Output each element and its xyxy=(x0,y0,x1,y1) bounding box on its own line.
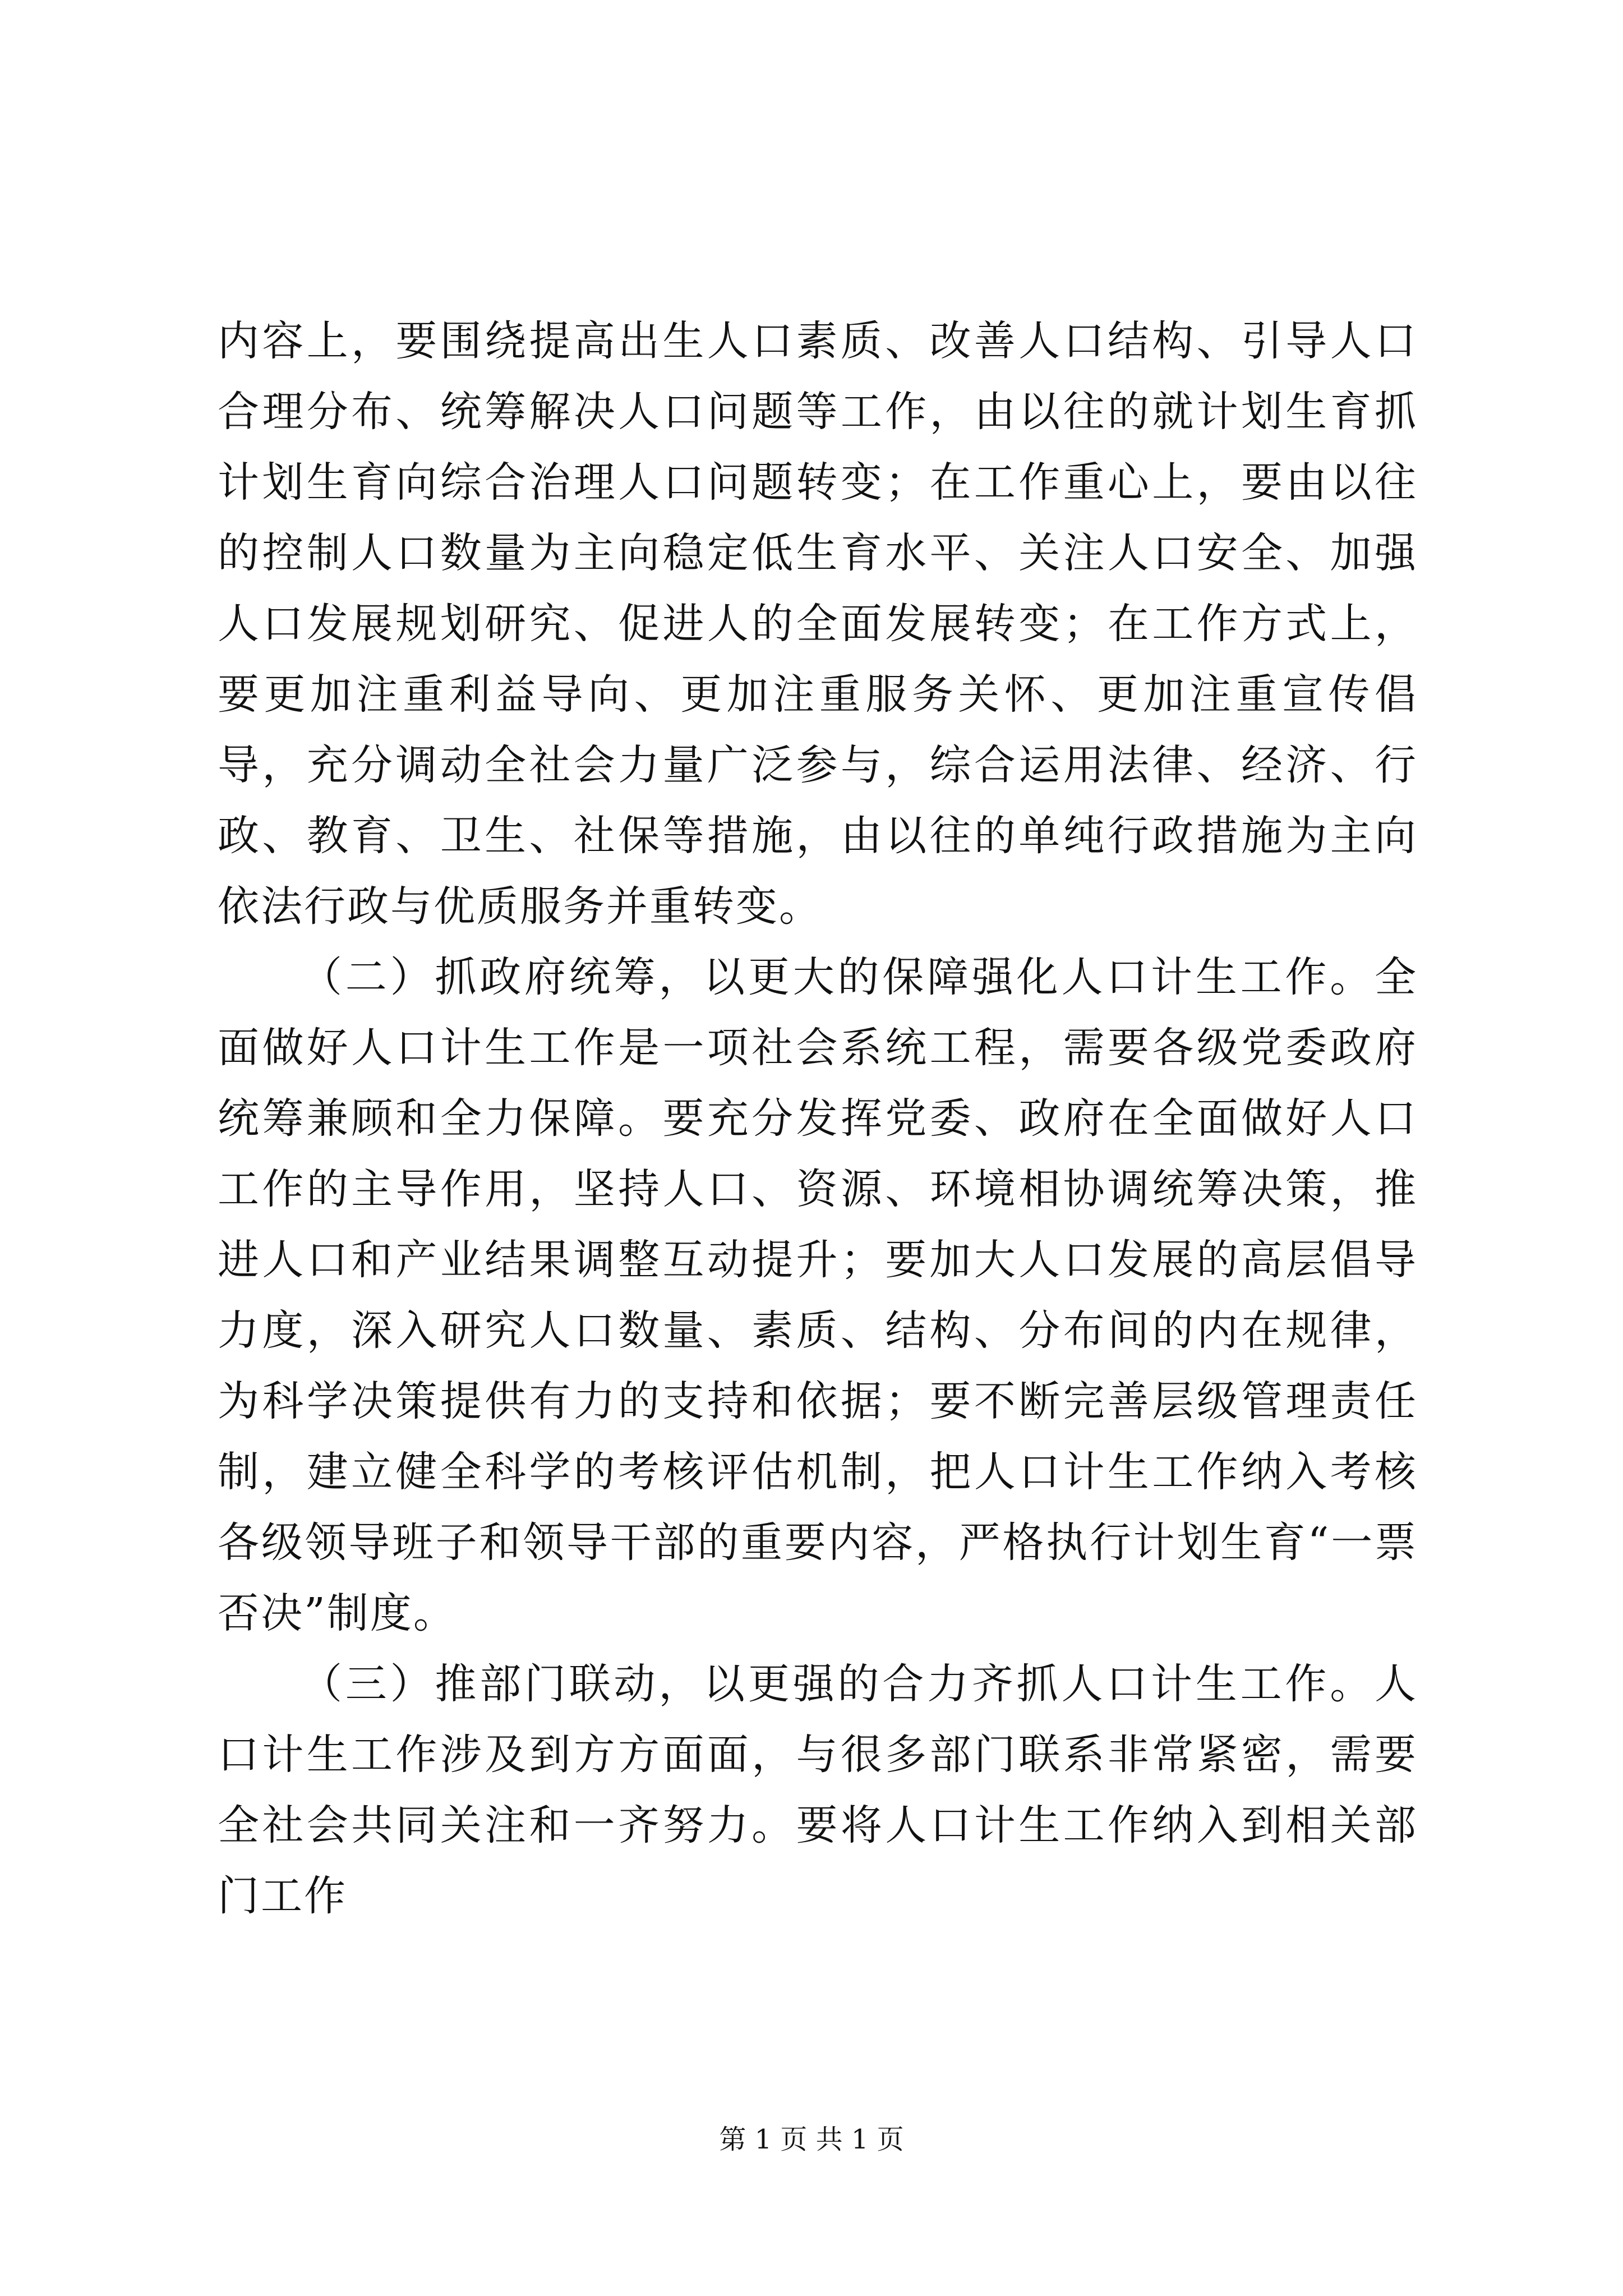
document-body xyxy=(218,306,1418,1931)
paragraph-continuation: 内容上，要围绕提高出生人口素质、改善人口结构、引导人口合理分布、统筹解决人口问题等工作，由以往的就计划生育抓计划生育向综合治理人口问题转变；在工作重心上，要由以往的控制人口数量为主向稳定低生育水平、关注人口安全、加强人口发展规划研究、促进人的全面发展转变；在工作方式上，要更加注重利益导向、更加注重服务关怀、更加注重宣传倡导，充分调动全社会力量广泛参与，综合运用法律、经济、行政、教育、卫生、社保等措施，由以往的单纯行政措施为主向依法行政与优质服务并重转变。 xyxy=(218,317,1418,931)
paragraph-section-2: （二）抓政府统筹，以更大的保障强化人口计生工作。全面做好人口计生工作是一项社会系统工程，需要各级党委政府统筹兼顾和全力保障。要充分发挥党委、政府在全面做好人口工作的主导作用，坚持人口、资源、环境相协调统筹决策，推进人口和产业结果调整互动提升；要加大人口发展的高层倡导力度，深入研究人口数量、素质、结构、分布间的内在规律，为科学决策提供有力的支持和依据；要不断完善层级管理责任制，建立健全科学的考核评估机制，把人口计生工作纳入考核各级领导班子和领导干部的重要内容，严格执行计划生育“一票否决”制度。 xyxy=(218,953,1418,1637)
page-number-footer: 第 1 页 共 1 页 xyxy=(719,2124,904,2155)
paragraph-section-3: （三）推部门联动，以更强的合力齐抓人口计生工作。人口计生工作涉及到方方面面，与很多部门联系非常紧密，需要全社会共同关注和一齐努力。要将人口计生工作纳入到相关部门工作 xyxy=(218,1660,1418,1920)
